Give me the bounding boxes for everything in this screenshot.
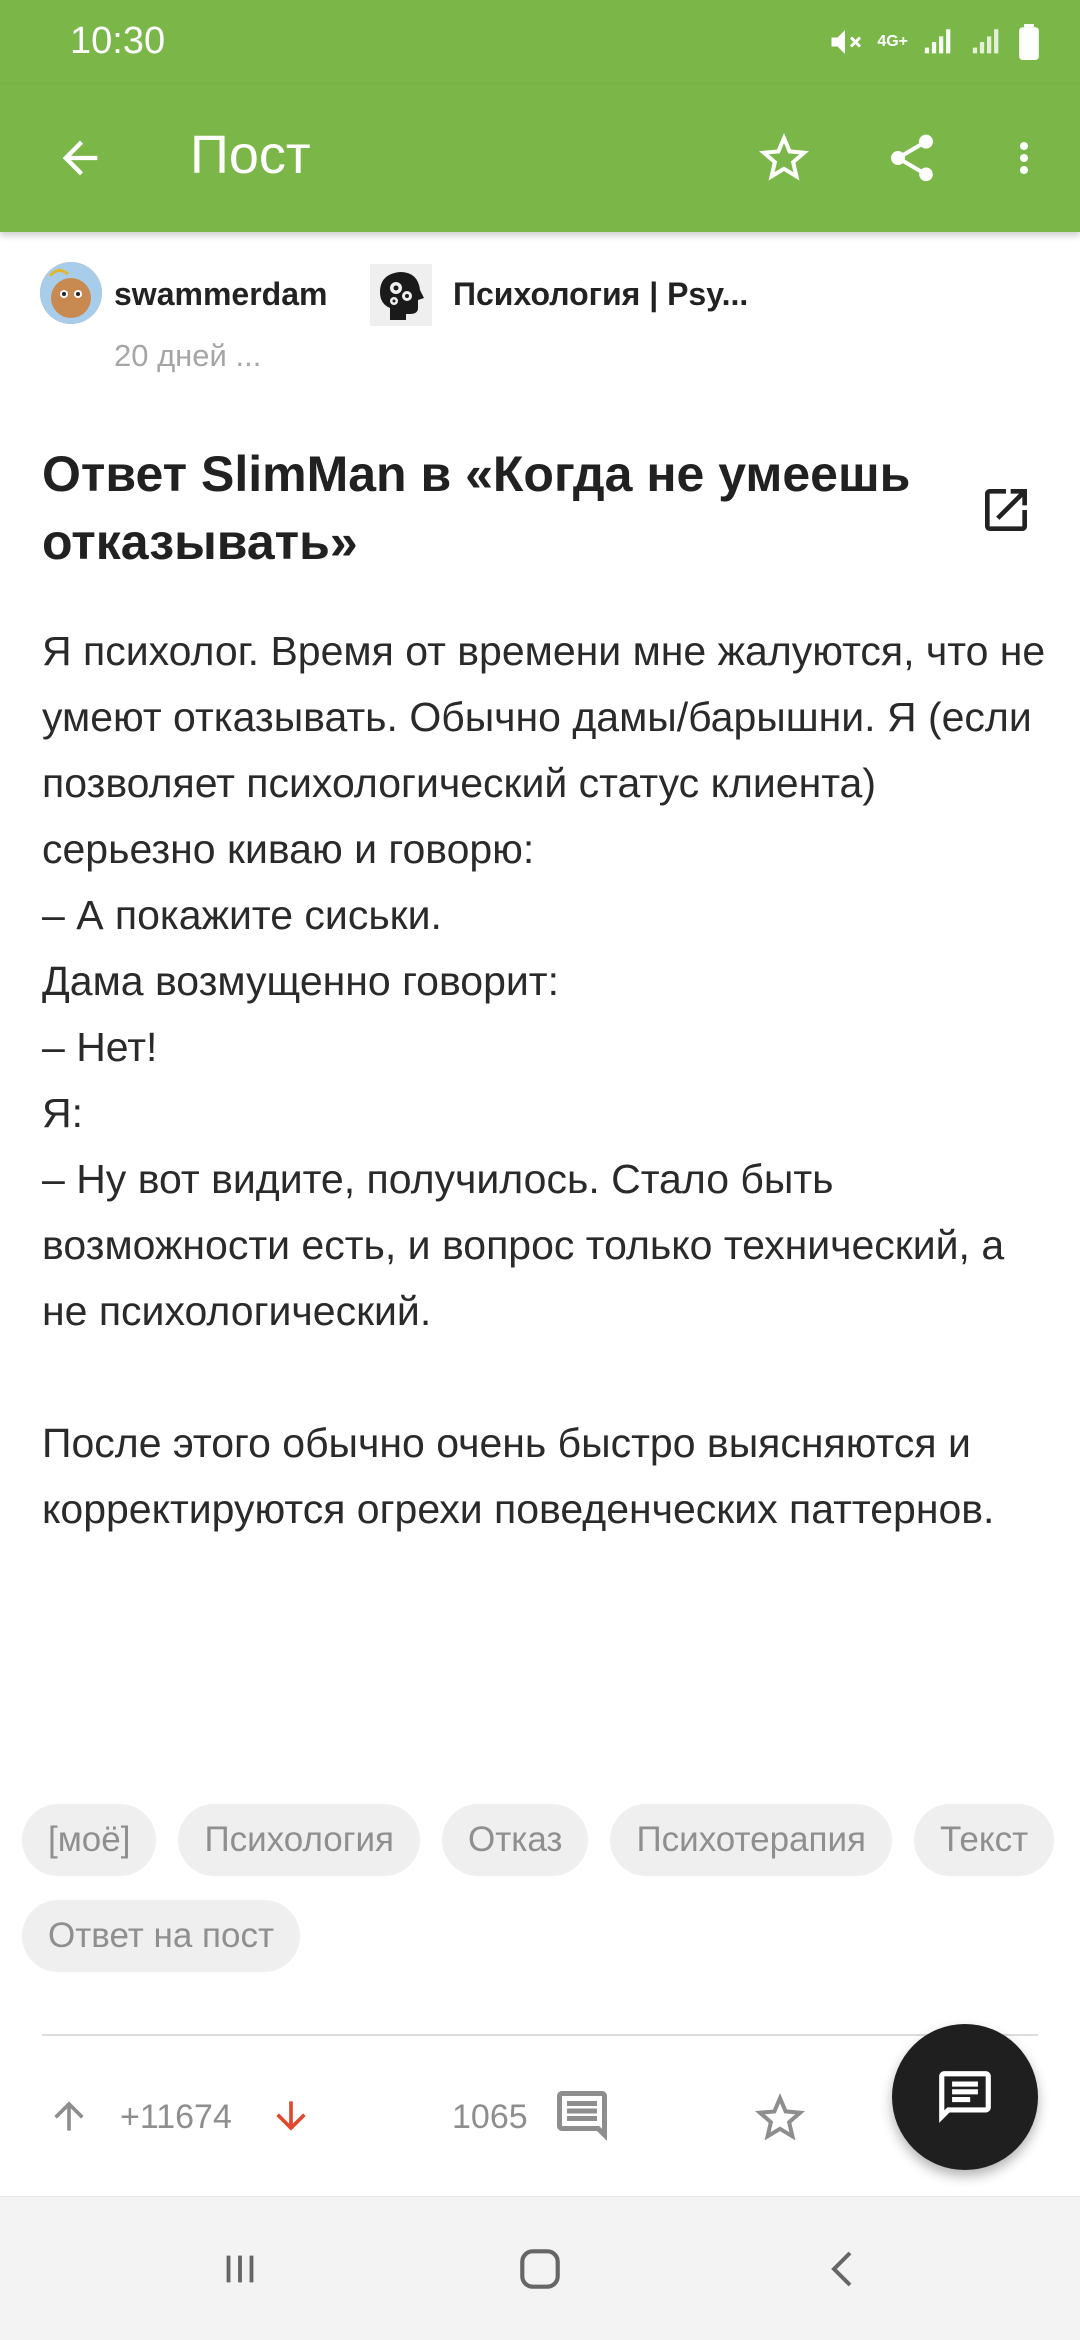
back-nav-button[interactable]: [804, 2229, 884, 2309]
mute-icon: [827, 24, 863, 60]
open-link-button[interactable]: [978, 482, 1034, 538]
tag-chip[interactable]: Психотерапия: [610, 1804, 892, 1876]
comments-button[interactable]: [550, 2086, 614, 2146]
comment-icon: [552, 2086, 612, 2146]
arrow-up-icon: [47, 2091, 91, 2141]
system-nav-bar: [0, 2196, 1080, 2340]
tag-chip[interactable]: Текст: [914, 1804, 1054, 1876]
more-options-button[interactable]: [1000, 118, 1048, 198]
home-icon: [515, 2244, 565, 2294]
tag-chip[interactable]: Ответ на пост: [22, 1900, 300, 1972]
app-bar: [0, 84, 1080, 232]
favorite-button[interactable]: [744, 118, 824, 198]
divider: [42, 2034, 1038, 2036]
more-vert-icon: [1000, 130, 1048, 186]
signal-icon-2: [970, 25, 1004, 59]
post-meta: [0, 232, 1080, 402]
head-gears-icon: [370, 264, 432, 326]
home-button[interactable]: [500, 2229, 580, 2309]
page-title: Пост: [190, 125, 311, 185]
save-post-button[interactable]: [748, 2086, 812, 2150]
chat-icon: [934, 2066, 996, 2128]
upvote-button[interactable]: [44, 2086, 94, 2146]
chevron-left-icon: [820, 2245, 868, 2293]
tag-list: [22, 1804, 1062, 1972]
signal-icon: [922, 25, 956, 59]
downvote-button[interactable]: [266, 2086, 316, 2146]
tag-chip[interactable]: Психология: [178, 1804, 420, 1876]
open-in-new-icon: [978, 482, 1034, 538]
author-avatar-image: [40, 262, 102, 324]
status-icons: [827, 22, 1040, 62]
status-bar: [0, 0, 1080, 84]
share-icon: [884, 130, 940, 186]
battery-icon: [1018, 24, 1040, 60]
author-avatar[interactable]: [40, 262, 102, 324]
tag-chip[interactable]: [моё]: [22, 1804, 156, 1876]
post-title: Ответ SlimMan в «Когда не умеешь отказывать»: [42, 446, 911, 570]
community-name[interactable]: Психология | Psy...: [453, 276, 749, 312]
arrow-back-icon: [54, 132, 106, 184]
recent-apps-button[interactable]: [200, 2229, 280, 2309]
post-body: Я психолог. Время от времени мне жалуются, что не умеют отказывать. Обычно дамы/барышни. Я (если позволяет психологический статус клиента) серьезно киваю и говорю: – А покажите сиськи. Дама возмущенно говорит: – Нет! Я: – Ну вот видите, получилось. Стало быть возможности есть, и вопрос только технический, а не психологический. После этого обычно очень быстро выясняются и корректируются огрехи поведенческих паттернов.: [42, 628, 1046, 1532]
rating-value: +11674: [120, 2098, 232, 2136]
share-button[interactable]: [872, 118, 952, 198]
back-button[interactable]: [40, 118, 120, 198]
comments-count: 1065: [452, 2098, 528, 2136]
recent-apps-icon: [217, 2246, 263, 2292]
community-icon[interactable]: [370, 264, 432, 326]
star-outline-icon: [754, 128, 814, 188]
tag-chip[interactable]: Отказ: [442, 1804, 588, 1876]
arrow-down-icon: [269, 2091, 313, 2141]
author-name[interactable]: swammerdam: [114, 276, 328, 312]
post-time: 20 дней ...: [114, 338, 262, 373]
star-outline-icon: [750, 2088, 810, 2148]
network-type-label: 4G+: [877, 33, 908, 50]
comment-fab[interactable]: [892, 2024, 1038, 2170]
status-time: 10:30: [70, 20, 166, 62]
